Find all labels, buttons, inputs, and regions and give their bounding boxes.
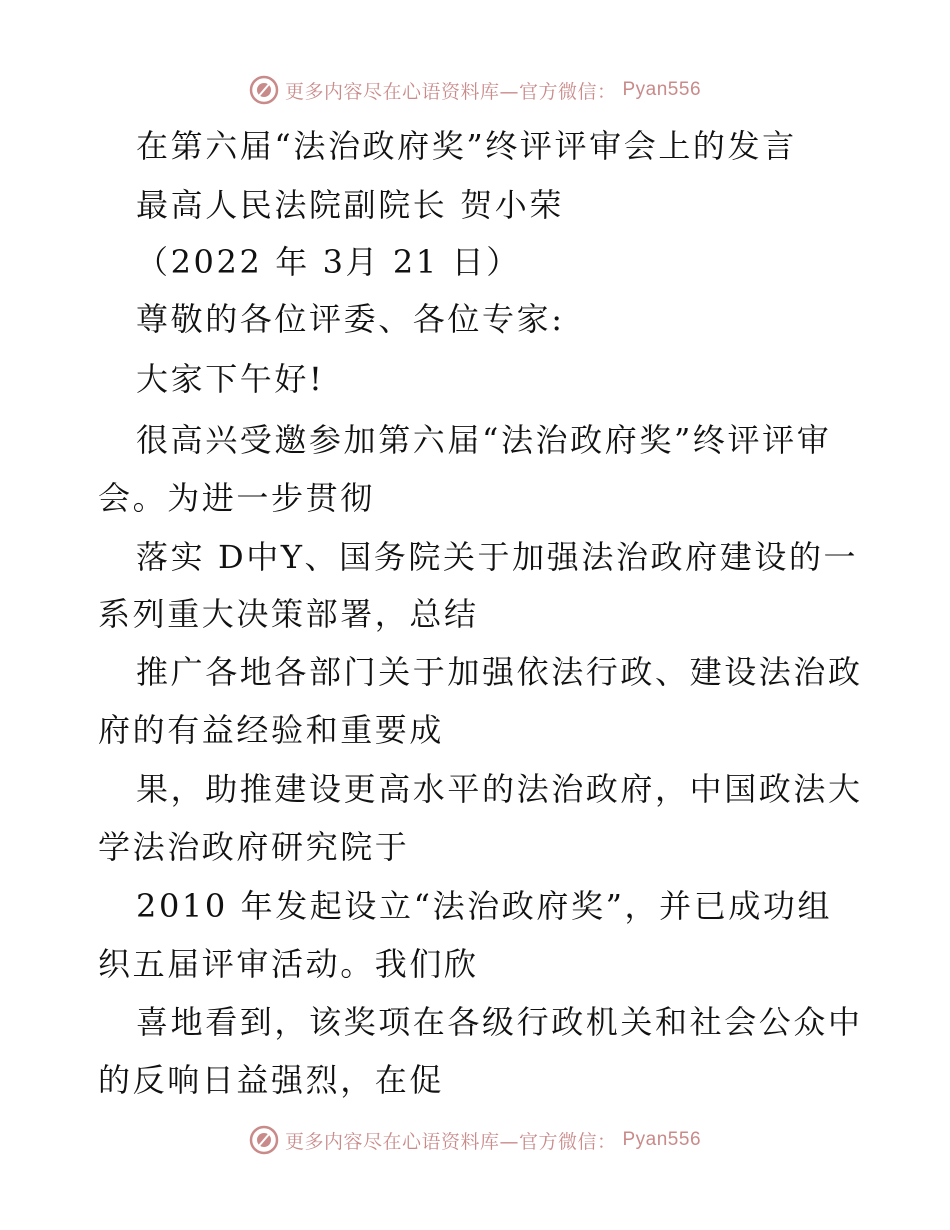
paragraph-line: 落实 D中Y、国务院关于加强法治政府建设的一: [136, 538, 859, 576]
salutation-line: 尊敬的各位评委、各位专家:: [136, 300, 565, 338]
paragraph-line: 推广各地各部门关于加强依法行政、建设法治政: [136, 653, 863, 691]
document-title: 在第六届“法治政府奖”终评评审会上的发言: [136, 127, 797, 165]
footer-watermark: [0, 1122, 950, 1158]
paragraph-line: 织五届评审活动。我们欣: [98, 945, 479, 983]
paragraph-line: 喜地看到，该奖项在各级行政机关和社会公众中: [136, 1003, 863, 1041]
red-seal-logo-icon: [249, 1125, 279, 1155]
paragraph-line: 2010 年发起设立“法治政府奖”，并已成功组: [136, 887, 833, 925]
date-line: （2022 年 3月 21 日）: [136, 243, 521, 281]
red-seal-logo-icon: [249, 75, 279, 105]
greeting-line: 大家下午好!: [136, 360, 325, 398]
watermark-text: 更多内容尽在心语资料库—官方微信：: [284, 1130, 617, 1153]
paragraph-line: 系列重大决策部署，总结: [98, 595, 479, 633]
paragraph-line: 很高兴受邀参加第六届“法治政府奖”终评评审: [136, 421, 832, 459]
paragraph-line: 果，助推建设更高水平的法治政府，中国政法大: [136, 770, 863, 808]
watermark-handle: Pyan556: [622, 79, 702, 100]
paragraph-line: 会。为进一步贯彻: [98, 479, 375, 517]
watermark-text: 更多内容尽在心语资料库—官方微信：: [284, 80, 617, 103]
watermark-handle: Pyan556: [622, 1129, 702, 1150]
paragraph-line: 的反响日益强烈，在促: [98, 1061, 445, 1099]
header-watermark: [0, 72, 950, 108]
speaker-line: 最高人民法院副院长 贺小荣: [136, 186, 564, 224]
paragraph-line: 学法治政府研究院于: [98, 828, 410, 866]
paragraph-line: 府的有益经验和重要成: [98, 711, 445, 749]
